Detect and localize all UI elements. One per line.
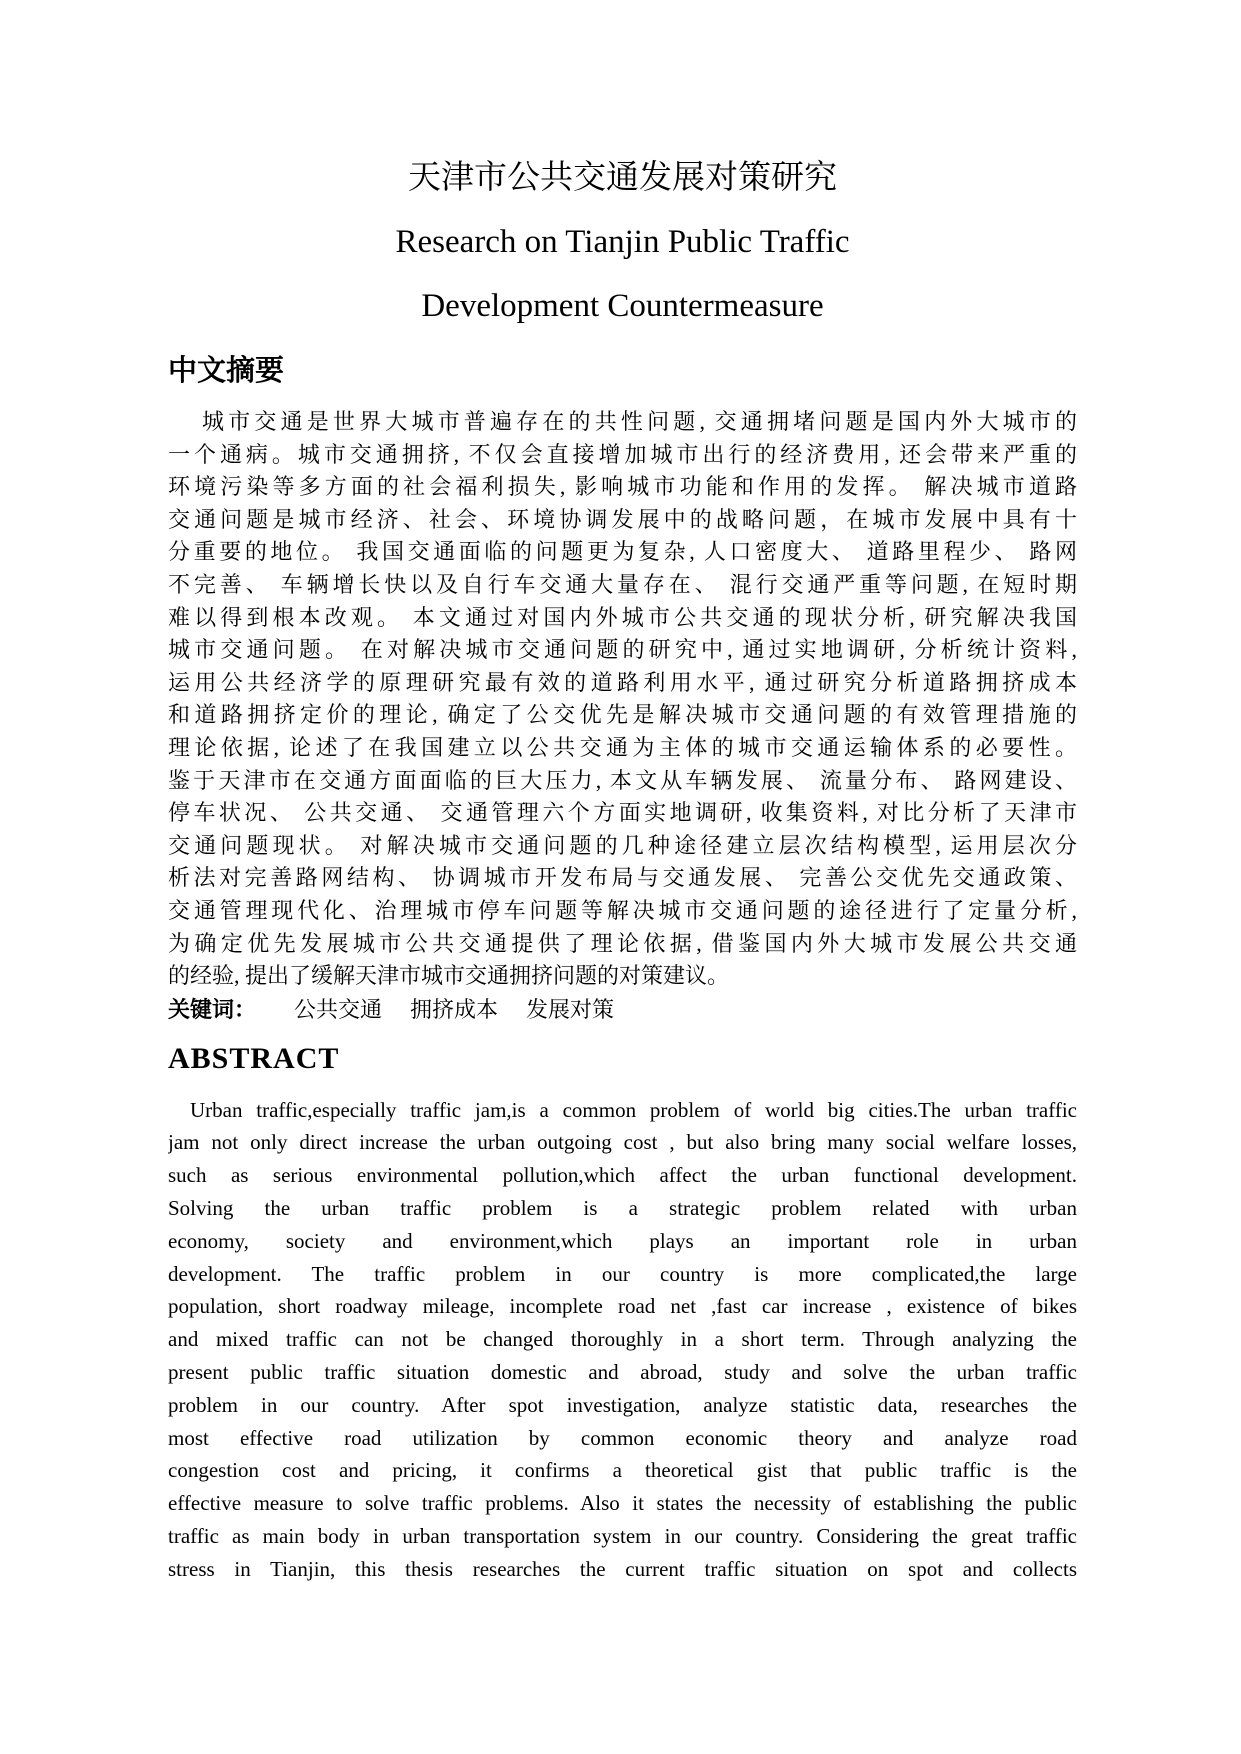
- text-line: 一个通病。城市交通拥挤, 不仅会直接增加城市出行的经济费用, 还会带来严重的: [168, 441, 1077, 467]
- text-line: 城市交通问题。 在对解决城市交通问题的研究中, 通过实地调研, 分析统计资料,: [168, 637, 1077, 663]
- text-line: 为确定优先发展城市公共交通提供了理论依据, 借鉴国内外大城市发展公共交通: [168, 930, 1077, 956]
- keywords-label: 关键词：: [168, 996, 257, 1022]
- text-line: congestion cost and pricing, it confirms a theoretical gist that public traffic is the: [168, 1458, 1077, 1483]
- text-line: 交通问题现状。 对解决城市交通问题的几种途径建立层次结构模型, 运用层次分: [168, 832, 1077, 858]
- title-block: [168, 0, 1077, 338]
- text-line: present public traffic situation domestic and abroad, study and solve the urban traffic: [168, 1360, 1077, 1385]
- text-line: 交通管理现代化、治理城市停车问题等解决城市交通问题的途径进行了定量分析,: [168, 897, 1077, 923]
- text-line: development. The traffic problem in our country is more complicated,the large: [168, 1261, 1077, 1286]
- text-line: 环境污染等多方面的社会福利损失, 影响城市功能和作用的发挥。 解决城市道路: [168, 474, 1077, 500]
- text-line: traffic as main body in urban transportation system in our country. Considering the great traffic: [168, 1524, 1077, 1549]
- text-line: 城市交通是世界大城市普遍存在的共性问题, 交通拥堵问题是国内外大城市的: [202, 409, 1077, 434]
- text-line: 停车状况、 公共交通、 交通管理六个方面实地调研, 收集资料, 对比分析了天津市: [168, 800, 1077, 826]
- text-line: 分重要的地位。 我国交通面临的问题更为复杂, 人口密度大、 道路里程少、 路网: [168, 539, 1077, 565]
- english-abstract-heading: ABSTRACT: [168, 1041, 340, 1075]
- text-line: jam not only direct increase the urban outgoing cost , but also bring many social welfare losses,: [168, 1130, 1077, 1155]
- text-line: 不完善、 车辆增长快以及自行车交通大量存在、 混行交通严重等问题, 在短时期: [168, 571, 1077, 597]
- text-line: and mixed traffic can not be changed thoroughly in a short term. Through analyzing the: [168, 1327, 1077, 1352]
- english-abstract-paragraph: [168, 1094, 1077, 1586]
- text-line: 运用公共经济学的原理研究最有效的道路利用水平, 通过研究分析道路拥挤成本: [168, 669, 1077, 695]
- text-line: such as serious environmental pollution,which affect the urban functional development.: [168, 1163, 1077, 1188]
- text-line: 发展对策: [526, 996, 615, 1022]
- text-line: 的经验, 提出了缓解天津市城市交通拥挤问题的对策建议。: [168, 963, 730, 989]
- text-line: 析法对完善路网结构、 协调城市开发布局与交通发展、 完善公交优先交通政策、: [168, 865, 1077, 891]
- chinese-abstract-heading: 中文摘要: [168, 355, 285, 387]
- keywords-list: [294, 993, 614, 1026]
- text-line: problem in our country. After spot investigation, analyze statistic data, researches the: [168, 1392, 1077, 1417]
- text-line: population, short roadway mileage, incomplete road net ,fast car increase , existence of bikes: [168, 1294, 1077, 1319]
- text-line: effective measure to solve traffic problems. Also it states the necessity of establishing the public: [168, 1491, 1077, 1516]
- text-line: stress in Tianjin, this thesis researches the current traffic situation on spot and collects: [168, 1556, 1077, 1581]
- text-line: most effective road utilization by common economic theory and analyze road: [168, 1425, 1077, 1450]
- chinese-abstract-paragraph: [168, 406, 1077, 993]
- english-title-line1: Research on Tianjin Public Traffic: [395, 224, 850, 260]
- english-title-line2: Development Countermeasure: [421, 288, 824, 324]
- text-line: 难以得到根本改观。 本文通过对国内外城市公共交通的现状分析, 研究解决我国: [168, 604, 1077, 630]
- text-line: 拥挤成本: [410, 996, 499, 1022]
- text-line: economy, society and environment,which plays an important role in urban: [168, 1228, 1077, 1253]
- text-line: 公共交通: [294, 996, 383, 1022]
- text-line: 鉴于天津市在交通方面面临的巨大压力, 本文从车辆发展、 流量分布、 路网建设、: [168, 767, 1077, 793]
- keywords-row: [168, 993, 1077, 1026]
- text-line: 和道路拥挤定价的理论, 确定了公交优先是解决城市交通问题的有效管理措施的: [168, 702, 1077, 728]
- text-line: 理论依据, 论述了在我国建立以公共交通为主体的城市交通运输体系的必要性。: [168, 734, 1077, 760]
- text-line: Urban traffic,especially traffic jam,is a common problem of world big cities.The urban traffic: [190, 1097, 1077, 1122]
- chinese-title: 天津市公共交通发展对策研究: [408, 160, 837, 196]
- page-content: [168, 0, 1077, 1586]
- text-line: Solving the urban traffic problem is a strategic problem related with urban: [168, 1196, 1077, 1221]
- text-line: 交通问题是城市经济、社会、环境协调发展中的战略问题，在城市发展中具有十: [168, 506, 1077, 532]
